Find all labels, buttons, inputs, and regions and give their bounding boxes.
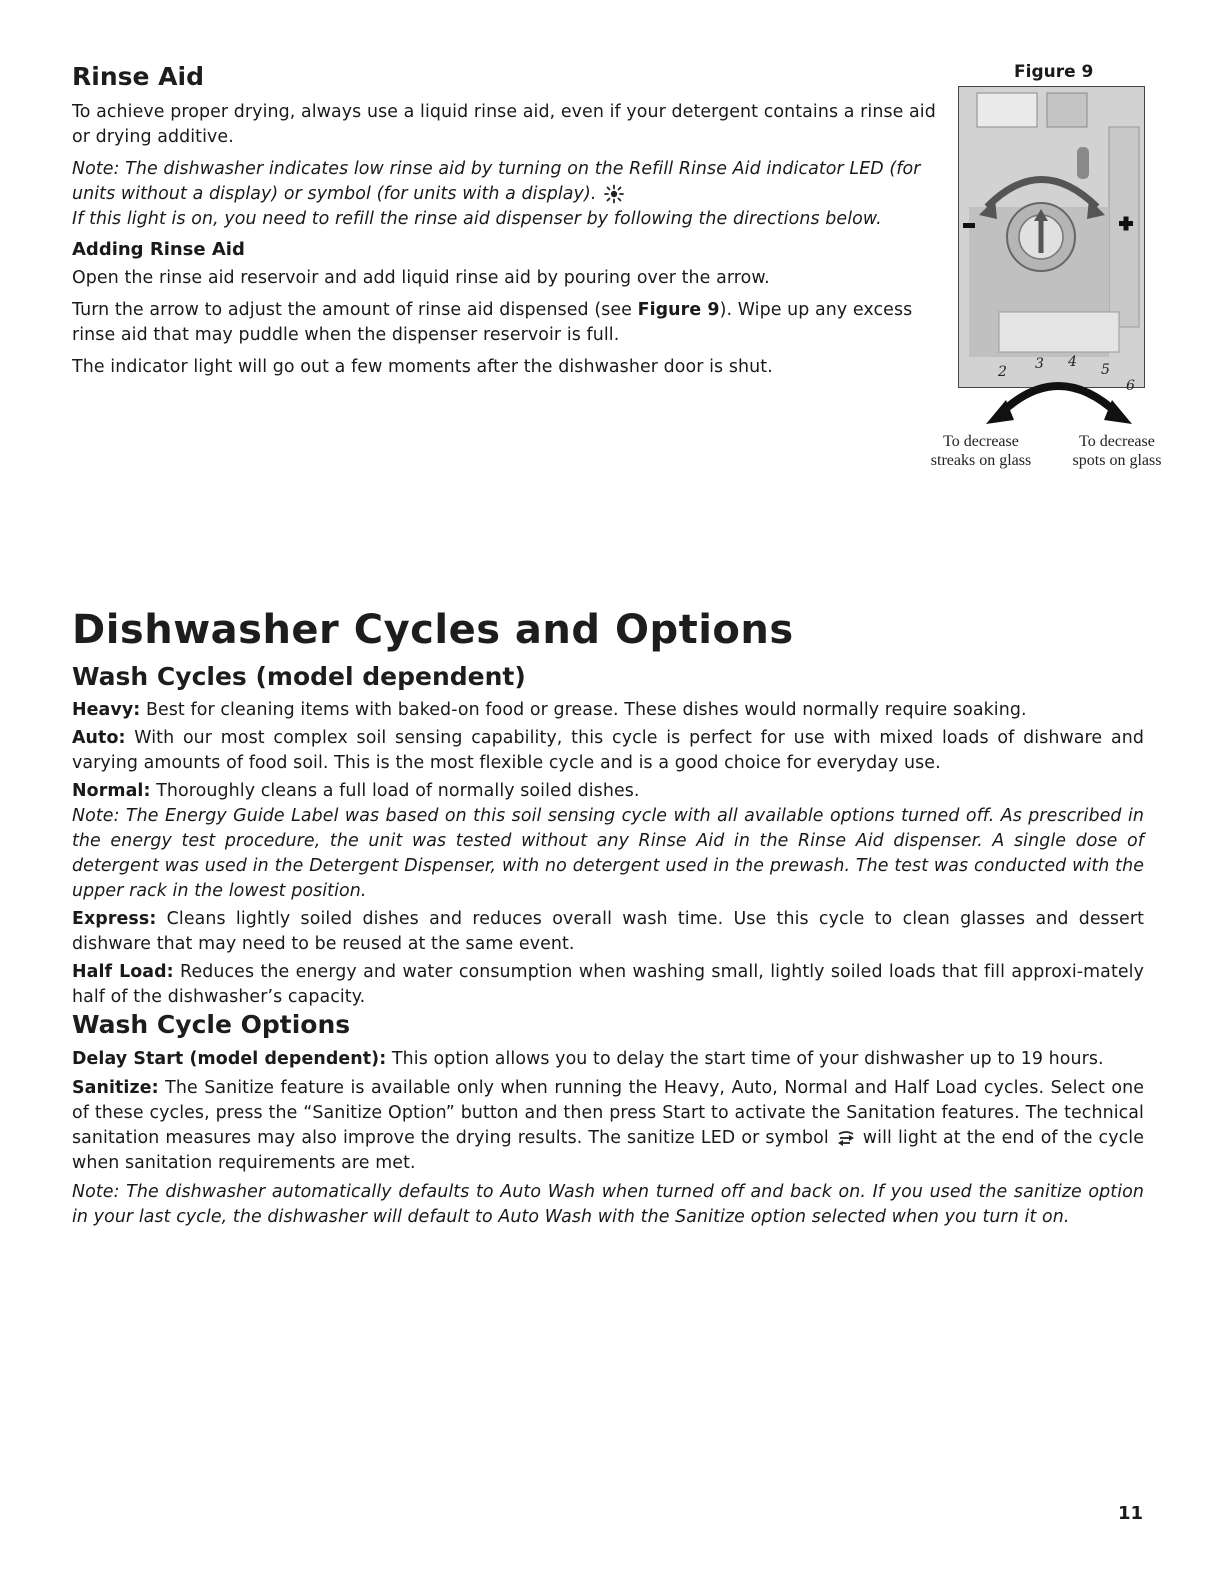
rinse-aid-section — [72, 100, 952, 387]
rinse-aid-light-note: If this light is on, you need to refill the rinse aid dispenser by following the directions below. — [72, 209, 882, 229]
sanitize-icon — [835, 1128, 857, 1148]
option-sanitize — [72, 1076, 1144, 1176]
dial-number-3: 3 — [1035, 356, 1044, 372]
cycle-auto-text: With our most complex soil sensing capability, this cycle is perfect for use with mixed loads of dishware and varying amounts of food soil. This is the most flexible cycle and is a good choice for everyday use. — [72, 728, 1144, 773]
wash-cycles-heading: Wash Cycles (model dependent) — [72, 662, 526, 691]
rinse-aid-note-text: Note: The dishwasher indicates low rinse aid by turning on the Refill Rinse Aid indicator LED (for units without a display) or symbol (for units with a display). — [72, 159, 921, 204]
cycle-heavy-label: Heavy: — [72, 700, 141, 720]
wash-cycle-options-heading: Wash Cycle Options — [72, 1010, 351, 1039]
cycle-express-label: Express: — [72, 909, 157, 929]
auto-wash-default-note: Note: The dishwasher automatically defaults to Auto Wash when turned off and back on. If you used the sanitize option in your last cycle, the dishwasher will default to Auto Wash with the Sanitize option selected when you turn it on. — [72, 1182, 1144, 1227]
adding-step-open: Open the rinse aid reservoir and add liquid rinse aid by pouring over the arrow. — [72, 268, 770, 288]
dial-number-5: 5 — [1101, 362, 1110, 378]
adding-step-adjust — [72, 298, 952, 348]
page-number: 11 — [1118, 1503, 1144, 1524]
decrease-streaks-line-2: streaks on glass — [930, 452, 1032, 469]
adding-rinse-aid-heading: Adding Rinse Aid — [72, 239, 245, 260]
figure-label: Figure 9 — [1014, 62, 1094, 82]
dial-number-4: 4 — [1068, 354, 1077, 370]
rinse-aid-note — [72, 157, 952, 207]
rinse-aid-heading: Rinse Aid — [72, 62, 204, 91]
cycle-normal-label: Normal: — [72, 781, 151, 801]
cycle-heavy — [72, 698, 1144, 723]
wash-cycles-section — [72, 698, 1144, 1013]
dial-number-2: 2 — [998, 364, 1007, 380]
decrease-streaks-line-1: To decrease — [943, 433, 1019, 450]
cycle-express-text: Cleans lightly soiled dishes and reduces overall wash time. Use this cycle to clean glasses and dessert dishware that may need to be reused at the same event. — [72, 909, 1144, 954]
cycle-half-load — [72, 960, 1144, 1010]
adding-step-indicator: The indicator light will go out a few moments after the dishwasher door is shut. — [72, 357, 773, 377]
cycles-options-heading: Dishwasher Cycles and Options — [72, 607, 794, 653]
dispenser-illustration — [959, 87, 1144, 387]
decrease-spots-line-2: spots on glass — [1072, 452, 1162, 469]
option-delay-start-text: This option allows you to delay the start time of your dishwasher up to 19 hours. — [386, 1049, 1104, 1069]
cycle-normal-text: Thoroughly cleans a full load of normally soiled dishes. — [150, 781, 640, 801]
option-sanitize-label: Sanitize: — [72, 1078, 159, 1098]
adjustment-scale-diagram — [978, 348, 1178, 428]
adjust-text-end: ). Wipe up any excess rinse aid that may puddle when the dispenser reservoir is full. — [72, 300, 913, 345]
decrease-streaks-caption — [918, 432, 1044, 470]
energy-guide-note: Note: The Energy Guide Label was based on this soil sensing cycle with all available options turned off. As prescribed in the energy test procedure, the unit was tested without any Rinse Aid in the Rinse Aid dispenser. A single dose of detergent was used in the Detergent Dispenser, with no detergent used in the prewash. The test was conducted with the upper rack in the lowest position. — [72, 806, 1144, 901]
dial-number-6: 6 — [1126, 378, 1135, 394]
wash-cycle-options-section — [72, 1047, 1144, 1234]
cycle-express — [72, 907, 1144, 957]
figure-reference: Figure 9 — [637, 300, 720, 320]
cycle-half-load-text: Reduces the energy and water consumption when washing small, lightly soiled loads that fill approxi-mately half of the dishwasher’s capacity. — [72, 962, 1144, 1007]
rinse-aid-intro: To achieve proper drying, always use a liquid rinse aid, even if your detergent contains a rinse aid or drying additive. — [72, 102, 936, 147]
adjust-text-start: Turn the arrow to adjust the amount of rinse aid dispensed (see — [72, 300, 638, 320]
figure-9 — [918, 58, 1178, 478]
option-delay-start-label: Delay Start (model dependent): — [72, 1049, 387, 1069]
cycle-heavy-text: Best for cleaning items with baked-on food or grease. These dishes would normally require soaking. — [140, 700, 1027, 720]
decrease-spots-caption — [1058, 432, 1176, 470]
decrease-spots-line-1: To decrease — [1079, 433, 1155, 450]
cycle-auto-label: Auto: — [72, 728, 126, 748]
cycle-auto — [72, 726, 1144, 776]
cycle-normal — [72, 779, 1144, 804]
option-sanitize-text-end: will light at the end of the cycle when sanitation requirements are met. — [72, 1128, 1144, 1173]
option-sanitize-text-start: The Sanitize feature is available only when running the Heavy, Auto, Normal and Half Load cycles. Select one of these cycles, press the “Sanitize Option” button and then press Start to activate the Sanitation features. The technical sanitation measures may also improve the drying results. The sanitize LED or symbol — [72, 1078, 1144, 1148]
rinse-aid-dispenser-photo — [958, 86, 1145, 388]
cycle-half-load-label: Half Load: — [72, 962, 174, 982]
rinse-aid-refill-icon — [602, 184, 626, 204]
option-delay-start — [72, 1047, 1144, 1072]
